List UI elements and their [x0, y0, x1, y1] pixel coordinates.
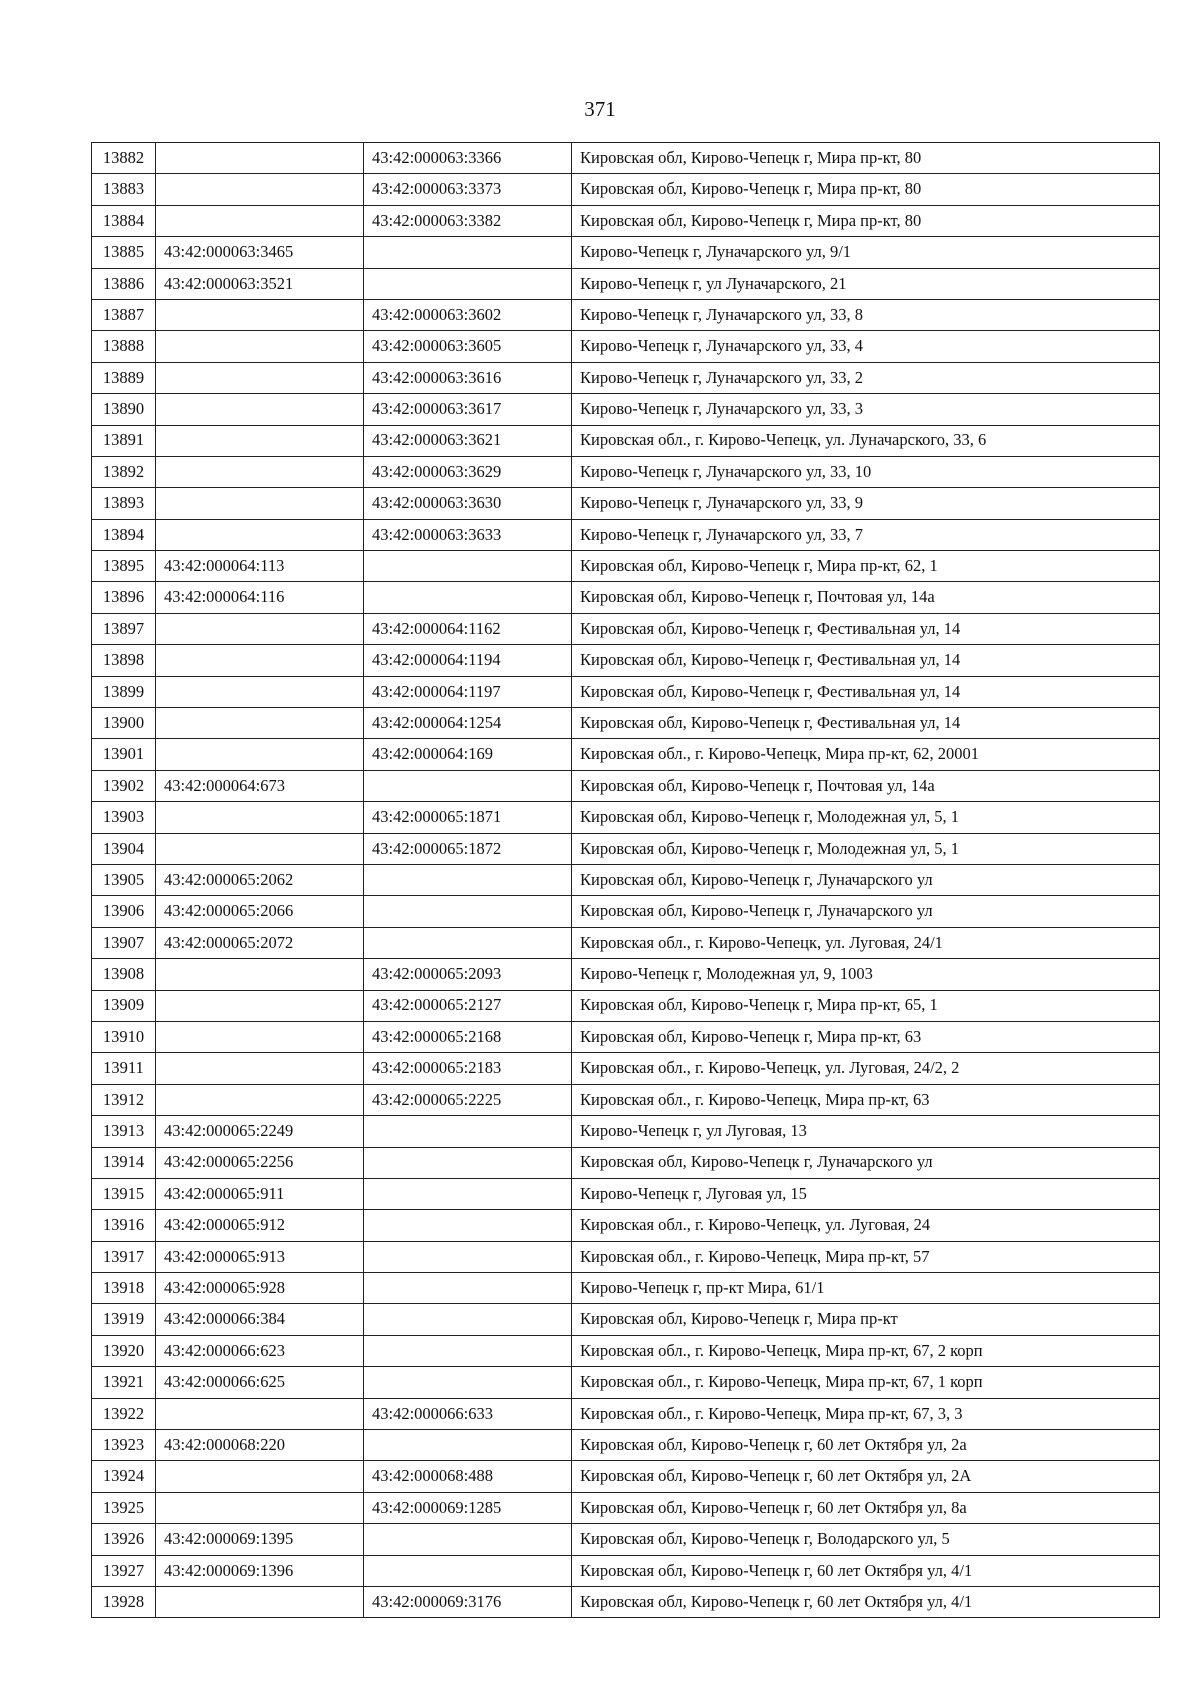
land-cadastral-number-cell: [156, 1021, 364, 1052]
land-cadastral-number-cell: [156, 1398, 364, 1429]
land-cadastral-number-cell: 43:42:000063:3521: [156, 268, 364, 299]
building-cadastral-number-cell: 43:42:000064:1162: [364, 613, 572, 644]
land-cadastral-number-cell: [156, 613, 364, 644]
table-row: [92, 268, 1160, 299]
land-cadastral-number-cell: 43:42:000065:911: [156, 1178, 364, 1209]
row-number-cell: 13912: [92, 1084, 156, 1115]
land-cadastral-number-cell: [156, 708, 364, 739]
address-cell: Кировская обл, Кирово-Чепецк г, Фестивальная ул, 14: [572, 676, 1160, 707]
building-cadastral-number-cell: [364, 1335, 572, 1366]
table-row: [92, 205, 1160, 236]
address-cell: Кировская обл, Кирово-Чепецк г, Мира пр-кт, 65, 1: [572, 990, 1160, 1021]
row-number-cell: 13887: [92, 299, 156, 330]
land-cadastral-number-cell: 43:42:000069:1395: [156, 1524, 364, 1555]
building-cadastral-number-cell: [364, 1210, 572, 1241]
building-cadastral-number-cell: [364, 1273, 572, 1304]
building-cadastral-number-cell: [364, 770, 572, 801]
row-number-cell: 13891: [92, 425, 156, 456]
address-cell: Кировская обл, Кирово-Чепецк г, Мира пр-кт, 63: [572, 1021, 1160, 1052]
row-number-cell: 13917: [92, 1241, 156, 1272]
row-number-cell: 13920: [92, 1335, 156, 1366]
table-row: [92, 1398, 1160, 1429]
building-cadastral-number-cell: [364, 551, 572, 582]
table-row: [92, 1367, 1160, 1398]
row-number-cell: 13886: [92, 268, 156, 299]
address-cell: Кировская обл., г. Кирово-Чепецк, Мира пр-кт, 67, 2 корп: [572, 1335, 1160, 1366]
table-row: [92, 582, 1160, 613]
address-cell: Кировская обл., г. Кирово-Чепецк, ул. Луговая, 24/1: [572, 927, 1160, 958]
address-cell: Кировская обл., г. Кирово-Чепецк, ул. Луговая, 24: [572, 1210, 1160, 1241]
table-row: [92, 833, 1160, 864]
row-number-cell: 13896: [92, 582, 156, 613]
table-row: [92, 1304, 1160, 1335]
registry-table-body: [92, 143, 1160, 1618]
building-cadastral-number-cell: [364, 1304, 572, 1335]
table-row: [92, 488, 1160, 519]
address-cell: Кировская обл., г. Кирово-Чепецк, Мира пр-кт, 67, 3, 3: [572, 1398, 1160, 1429]
table-row: [92, 456, 1160, 487]
table-row: [92, 1430, 1160, 1461]
building-cadastral-number-cell: 43:42:000063:3616: [364, 362, 572, 393]
address-cell: Кировская обл., г. Кирово-Чепецк, Мира пр-кт, 67, 1 корп: [572, 1367, 1160, 1398]
row-number-cell: 13922: [92, 1398, 156, 1429]
land-cadastral-number-cell: [156, 456, 364, 487]
building-cadastral-number-cell: 43:42:000064:1194: [364, 645, 572, 676]
row-number-cell: 13901: [92, 739, 156, 770]
row-number-cell: 13898: [92, 645, 156, 676]
land-cadastral-number-cell: 43:42:000066:625: [156, 1367, 364, 1398]
building-cadastral-number-cell: [364, 1116, 572, 1147]
table-row: [92, 1586, 1160, 1617]
row-number-cell: 13903: [92, 802, 156, 833]
building-cadastral-number-cell: [364, 864, 572, 895]
building-cadastral-number-cell: [364, 927, 572, 958]
building-cadastral-number-cell: 43:42:000065:2225: [364, 1084, 572, 1115]
table-row: [92, 299, 1160, 330]
address-cell: Кировская обл., г. Кирово-Чепецк, ул. Луговая, 24/2, 2: [572, 1053, 1160, 1084]
address-cell: Кирово-Чепецк г, ул Луначарского, 21: [572, 268, 1160, 299]
land-cadastral-number-cell: 43:42:000064:116: [156, 582, 364, 613]
land-cadastral-number-cell: 43:42:000066:384: [156, 1304, 364, 1335]
land-cadastral-number-cell: [156, 488, 364, 519]
address-cell: Кирово-Чепецк г, Луначарского ул, 33, 2: [572, 362, 1160, 393]
row-number-cell: 13913: [92, 1116, 156, 1147]
address-cell: Кирово-Чепецк г, ул Луговая, 13: [572, 1116, 1160, 1147]
row-number-cell: 13904: [92, 833, 156, 864]
address-cell: Кирово-Чепецк г, Луговая ул, 15: [572, 1178, 1160, 1209]
row-number-cell: 13915: [92, 1178, 156, 1209]
row-number-cell: 13906: [92, 896, 156, 927]
building-cadastral-number-cell: 43:42:000064:1197: [364, 676, 572, 707]
row-number-cell: 13921: [92, 1367, 156, 1398]
building-cadastral-number-cell: 43:42:000063:3602: [364, 299, 572, 330]
table-row: [92, 1241, 1160, 1272]
building-cadastral-number-cell: 43:42:000063:3366: [364, 143, 572, 174]
address-cell: Кировская обл, Кирово-Чепецк г, Мира пр-кт, 80: [572, 174, 1160, 205]
land-cadastral-number-cell: [156, 299, 364, 330]
land-cadastral-number-cell: [156, 205, 364, 236]
address-cell: Кирово-Чепецк г, Луначарского ул, 9/1: [572, 237, 1160, 268]
land-cadastral-number-cell: 43:42:000064:113: [156, 551, 364, 582]
building-cadastral-number-cell: 43:42:000065:1871: [364, 802, 572, 833]
land-cadastral-number-cell: 43:42:000063:3465: [156, 237, 364, 268]
row-number-cell: 13892: [92, 456, 156, 487]
row-number-cell: 13888: [92, 331, 156, 362]
land-cadastral-number-cell: 43:42:000065:2072: [156, 927, 364, 958]
land-cadastral-number-cell: [156, 645, 364, 676]
row-number-cell: 13884: [92, 205, 156, 236]
building-cadastral-number-cell: [364, 896, 572, 927]
building-cadastral-number-cell: 43:42:000065:2183: [364, 1053, 572, 1084]
land-cadastral-number-cell: 43:42:000065:913: [156, 1241, 364, 1272]
building-cadastral-number-cell: [364, 1430, 572, 1461]
row-number-cell: 13897: [92, 613, 156, 644]
table-row: [92, 1053, 1160, 1084]
building-cadastral-number-cell: [364, 237, 572, 268]
land-cadastral-number-cell: 43:42:000065:2066: [156, 896, 364, 927]
row-number-cell: 13919: [92, 1304, 156, 1335]
address-cell: Кировская обл, Кирово-Чепецк г, Почтовая ул, 14а: [572, 582, 1160, 613]
address-cell: Кировская обл, Кирово-Чепецк г, 60 лет Октября ул, 2А: [572, 1461, 1160, 1492]
building-cadastral-number-cell: [364, 1178, 572, 1209]
land-cadastral-number-cell: [156, 739, 364, 770]
building-cadastral-number-cell: 43:42:000069:1285: [364, 1492, 572, 1523]
table-row: [92, 1210, 1160, 1241]
building-cadastral-number-cell: [364, 1555, 572, 1586]
table-row: [92, 708, 1160, 739]
building-cadastral-number-cell: 43:42:000063:3373: [364, 174, 572, 205]
building-cadastral-number-cell: 43:42:000065:2127: [364, 990, 572, 1021]
row-number-cell: 13905: [92, 864, 156, 895]
address-cell: Кирово-Чепецк г, Луначарского ул, 33, 9: [572, 488, 1160, 519]
table-row: [92, 864, 1160, 895]
land-cadastral-number-cell: [156, 833, 364, 864]
address-cell: Кировская обл, Кирово-Чепецк г, Фестивальная ул, 14: [572, 645, 1160, 676]
address-cell: Кирово-Чепецк г, пр-кт Мира, 61/1: [572, 1273, 1160, 1304]
table-row: [92, 1492, 1160, 1523]
table-row: [92, 143, 1160, 174]
address-cell: Кировская обл, Кирово-Чепецк г, Мира пр-кт, 62, 1: [572, 551, 1160, 582]
address-cell: Кировская обл, Кирово-Чепецк г, Фестивальная ул, 14: [572, 613, 1160, 644]
building-cadastral-number-cell: 43:42:000064:169: [364, 739, 572, 770]
table-row: [92, 927, 1160, 958]
land-cadastral-number-cell: [156, 174, 364, 205]
row-number-cell: 13899: [92, 676, 156, 707]
address-cell: Кировская обл, Кирово-Чепецк г, Фестивальная ул, 14: [572, 708, 1160, 739]
building-cadastral-number-cell: [364, 1241, 572, 1272]
building-cadastral-number-cell: 43:42:000063:3633: [364, 519, 572, 550]
building-cadastral-number-cell: 43:42:000065:2168: [364, 1021, 572, 1052]
table-row: [92, 394, 1160, 425]
row-number-cell: 13925: [92, 1492, 156, 1523]
address-cell: Кировская обл, Кирово-Чепецк г, Мира пр-кт, 80: [572, 205, 1160, 236]
address-cell: Кирово-Чепецк г, Луначарского ул, 33, 10: [572, 456, 1160, 487]
row-number-cell: 13889: [92, 362, 156, 393]
table-row: [92, 1273, 1160, 1304]
table-row: [92, 645, 1160, 676]
land-cadastral-number-cell: [156, 362, 364, 393]
table-row: [92, 802, 1160, 833]
table-row: [92, 1178, 1160, 1209]
address-cell: Кировская обл, Кирово-Чепецк г, 60 лет Октября ул, 4/1: [572, 1586, 1160, 1617]
address-cell: Кирово-Чепецк г, Луначарского ул, 33, 3: [572, 394, 1160, 425]
building-cadastral-number-cell: 43:42:000063:3621: [364, 425, 572, 456]
table-row: [92, 1116, 1160, 1147]
land-cadastral-number-cell: 43:42:000064:673: [156, 770, 364, 801]
building-cadastral-number-cell: 43:42:000063:3630: [364, 488, 572, 519]
table-row: [92, 613, 1160, 644]
table-row: [92, 959, 1160, 990]
row-number-cell: 13908: [92, 959, 156, 990]
land-cadastral-number-cell: [156, 394, 364, 425]
building-cadastral-number-cell: [364, 1524, 572, 1555]
land-cadastral-number-cell: [156, 990, 364, 1021]
table-row: [92, 1524, 1160, 1555]
table-row: [92, 331, 1160, 362]
row-number-cell: 13923: [92, 1430, 156, 1461]
land-cadastral-number-cell: 43:42:000068:220: [156, 1430, 364, 1461]
table-row: [92, 362, 1160, 393]
row-number-cell: 13885: [92, 237, 156, 268]
table-row: [92, 676, 1160, 707]
address-cell: Кировская обл, Кирово-Чепецк г, Луначарского ул: [572, 864, 1160, 895]
land-cadastral-number-cell: [156, 1461, 364, 1492]
address-cell: Кировская обл, Кирово-Чепецк г, Молодежная ул, 5, 1: [572, 802, 1160, 833]
building-cadastral-number-cell: 43:42:000063:3629: [364, 456, 572, 487]
address-cell: Кировская обл, Кирово-Чепецк г, 60 лет Октября ул, 2а: [572, 1430, 1160, 1461]
row-number-cell: 13926: [92, 1524, 156, 1555]
building-cadastral-number-cell: [364, 582, 572, 613]
address-cell: Кировская обл, Кирово-Чепецк г, Мира пр-кт, 80: [572, 143, 1160, 174]
address-cell: Кировская обл., г. Кирово-Чепецк, Мира пр-кт, 63: [572, 1084, 1160, 1115]
building-cadastral-number-cell: 43:42:000065:2093: [364, 959, 572, 990]
row-number-cell: 13916: [92, 1210, 156, 1241]
table-row: [92, 770, 1160, 801]
address-cell: Кировская обл, Кирово-Чепецк г, Луначарского ул: [572, 896, 1160, 927]
land-cadastral-number-cell: [156, 1084, 364, 1115]
table-row: [92, 1084, 1160, 1115]
row-number-cell: 13902: [92, 770, 156, 801]
table-row: [92, 1555, 1160, 1586]
land-cadastral-number-cell: [156, 959, 364, 990]
land-cadastral-number-cell: 43:42:000065:2256: [156, 1147, 364, 1178]
page-number: 371: [584, 97, 616, 121]
land-cadastral-number-cell: [156, 143, 364, 174]
land-cadastral-number-cell: 43:42:000069:1396: [156, 1555, 364, 1586]
table-row: [92, 896, 1160, 927]
building-cadastral-number-cell: [364, 1147, 572, 1178]
building-cadastral-number-cell: 43:42:000063:3382: [364, 205, 572, 236]
building-cadastral-number-cell: [364, 268, 572, 299]
table-row: [92, 1461, 1160, 1492]
row-number-cell: 13882: [92, 143, 156, 174]
address-cell: Кирово-Чепецк г, Луначарского ул, 33, 7: [572, 519, 1160, 550]
land-cadastral-number-cell: [156, 802, 364, 833]
table-row: [92, 1021, 1160, 1052]
address-cell: Кировская обл, Кирово-Чепецк г, Володарского ул, 5: [572, 1524, 1160, 1555]
building-cadastral-number-cell: 43:42:000064:1254: [364, 708, 572, 739]
land-cadastral-number-cell: [156, 519, 364, 550]
row-number-cell: 13909: [92, 990, 156, 1021]
row-number-cell: 13883: [92, 174, 156, 205]
building-cadastral-number-cell: [364, 1367, 572, 1398]
row-number-cell: 13914: [92, 1147, 156, 1178]
land-cadastral-number-cell: 43:42:000066:623: [156, 1335, 364, 1366]
table-row: [92, 551, 1160, 582]
address-cell: Кировская обл., г. Кирово-Чепецк, ул. Луначарского, 33, 6: [572, 425, 1160, 456]
table-row: [92, 519, 1160, 550]
registry-table: [91, 142, 1160, 1618]
row-number-cell: 13928: [92, 1586, 156, 1617]
building-cadastral-number-cell: 43:42:000068:488: [364, 1461, 572, 1492]
address-cell: Кировская обл., г. Кирово-Чепецк, Мира пр-кт, 57: [572, 1241, 1160, 1272]
address-cell: Кирово-Чепецк г, Молодежная ул, 9, 1003: [572, 959, 1160, 990]
building-cadastral-number-cell: 43:42:000066:633: [364, 1398, 572, 1429]
row-number-cell: 13924: [92, 1461, 156, 1492]
land-cadastral-number-cell: [156, 425, 364, 456]
table-row: [92, 990, 1160, 1021]
land-cadastral-number-cell: [156, 1586, 364, 1617]
address-cell: Кировская обл, Кирово-Чепецк г, Мира пр-кт: [572, 1304, 1160, 1335]
row-number-cell: 13910: [92, 1021, 156, 1052]
row-number-cell: 13918: [92, 1273, 156, 1304]
land-cadastral-number-cell: 43:42:000065:2249: [156, 1116, 364, 1147]
row-number-cell: 13900: [92, 708, 156, 739]
address-cell: Кирово-Чепецк г, Луначарского ул, 33, 8: [572, 299, 1160, 330]
row-number-cell: 13911: [92, 1053, 156, 1084]
land-cadastral-number-cell: [156, 676, 364, 707]
address-cell: Кировская обл, Кирово-Чепецк г, Луначарского ул: [572, 1147, 1160, 1178]
land-cadastral-number-cell: 43:42:000065:912: [156, 1210, 364, 1241]
land-cadastral-number-cell: [156, 331, 364, 362]
building-cadastral-number-cell: 43:42:000063:3605: [364, 331, 572, 362]
address-cell: Кировская обл, Кирово-Чепецк г, 60 лет Октября ул, 4/1: [572, 1555, 1160, 1586]
row-number-cell: 13927: [92, 1555, 156, 1586]
address-cell: Кировская обл., г. Кирово-Чепецк, Мира пр-кт, 62, 20001: [572, 739, 1160, 770]
table-row: [92, 1335, 1160, 1366]
row-number-cell: 13893: [92, 488, 156, 519]
table-row: [92, 739, 1160, 770]
land-cadastral-number-cell: 43:42:000065:2062: [156, 864, 364, 895]
land-cadastral-number-cell: 43:42:000065:928: [156, 1273, 364, 1304]
row-number-cell: 13895: [92, 551, 156, 582]
row-number-cell: 13890: [92, 394, 156, 425]
land-cadastral-number-cell: [156, 1053, 364, 1084]
building-cadastral-number-cell: 43:42:000063:3617: [364, 394, 572, 425]
row-number-cell: 13907: [92, 927, 156, 958]
address-cell: Кировская обл, Кирово-Чепецк г, Почтовая ул, 14а: [572, 770, 1160, 801]
building-cadastral-number-cell: 43:42:000069:3176: [364, 1586, 572, 1617]
land-cadastral-number-cell: [156, 1492, 364, 1523]
table-row: [92, 1147, 1160, 1178]
address-cell: Кировская обл, Кирово-Чепецк г, 60 лет Октября ул, 8а: [572, 1492, 1160, 1523]
address-cell: Кирово-Чепецк г, Луначарского ул, 33, 4: [572, 331, 1160, 362]
table-row: [92, 174, 1160, 205]
table-row: [92, 425, 1160, 456]
table-row: [92, 237, 1160, 268]
row-number-cell: 13894: [92, 519, 156, 550]
building-cadastral-number-cell: 43:42:000065:1872: [364, 833, 572, 864]
address-cell: Кировская обл, Кирово-Чепецк г, Молодежная ул, 5, 1: [572, 833, 1160, 864]
